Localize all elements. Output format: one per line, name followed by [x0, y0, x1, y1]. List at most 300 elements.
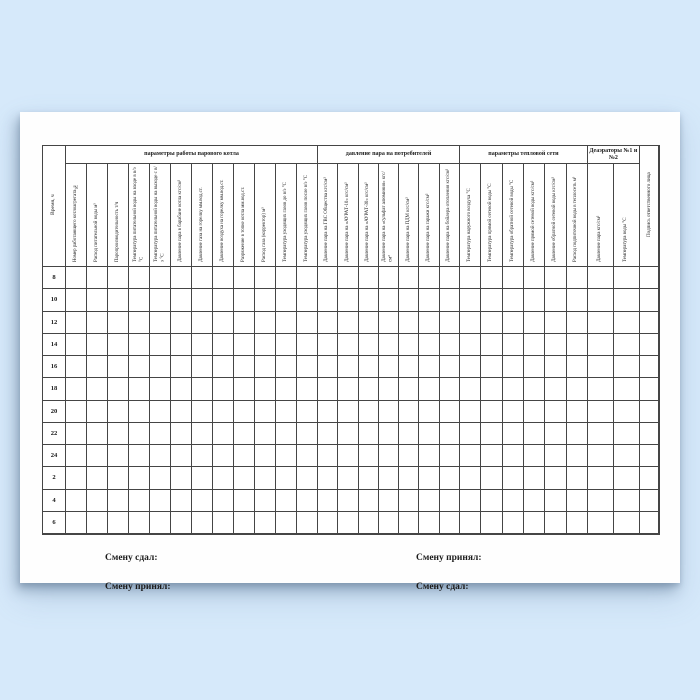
data-cell [108, 490, 129, 512]
data-cell [338, 378, 358, 400]
data-cell [318, 423, 338, 445]
row-hour-label-label: 12 [50, 318, 58, 326]
log-table [42, 145, 660, 535]
data-cell [399, 289, 419, 311]
row-hour-label-label: 4 [52, 496, 56, 504]
data-cell [338, 467, 358, 489]
data-cell [234, 512, 255, 534]
data-cell [338, 356, 358, 378]
data-cell [276, 356, 297, 378]
data-cell [234, 312, 255, 334]
column-header-label: Температура уходящих газов до в/э °С [282, 182, 288, 262]
data-cell [481, 312, 502, 334]
data-cell [66, 356, 87, 378]
data-cell [545, 312, 566, 334]
data-cell [481, 490, 502, 512]
row-hour-label [43, 289, 66, 311]
data-cell [640, 312, 659, 334]
data-cell [108, 401, 129, 423]
data-cell [460, 490, 481, 512]
data-cell [87, 512, 108, 534]
data-cell [192, 490, 213, 512]
column-header-label: Температура наружного воздуха °С [466, 188, 472, 262]
data-cell [213, 512, 234, 534]
column-header [545, 164, 566, 267]
data-cell [276, 423, 297, 445]
data-cell [108, 378, 129, 400]
data-cell [460, 356, 481, 378]
data-cell [567, 512, 588, 534]
data-cell [66, 467, 87, 489]
data-cell [379, 312, 399, 334]
column-header [481, 164, 502, 267]
data-cell [213, 289, 234, 311]
data-cell [588, 490, 614, 512]
column-header-label: Температура питательной воды на входе в в/э °С [132, 167, 144, 262]
data-cell [524, 423, 545, 445]
column-header [276, 164, 297, 267]
data-cell [524, 467, 545, 489]
shift-handed-over-label: Смену сдал: [105, 552, 158, 563]
data-cell [87, 378, 108, 400]
data-cell [524, 334, 545, 356]
data-cell [399, 267, 419, 289]
data-cell [338, 334, 358, 356]
group-header [66, 146, 318, 164]
data-cell [359, 490, 379, 512]
column-header [419, 164, 439, 267]
data-cell [545, 267, 566, 289]
data-cell [87, 267, 108, 289]
data-cell [399, 401, 419, 423]
data-cell [129, 267, 150, 289]
row-hour-label-label: 16 [50, 363, 58, 371]
data-cell [150, 356, 171, 378]
column-header [213, 164, 234, 267]
data-cell [150, 445, 171, 467]
column-header-label: Давление пара на «АУРАТ-10» кгс/см² [344, 182, 350, 262]
data-cell [150, 289, 171, 311]
data-cell [87, 312, 108, 334]
row-hour-label [43, 512, 66, 534]
data-cell [399, 334, 419, 356]
data-cell [503, 289, 524, 311]
data-cell [318, 334, 338, 356]
column-header-label: Температура воды °С [623, 217, 629, 262]
row-hour-label [43, 312, 66, 334]
data-cell [379, 445, 399, 467]
column-header [567, 164, 588, 267]
data-cell [460, 289, 481, 311]
data-cell [545, 512, 566, 534]
data-cell [460, 512, 481, 534]
data-cell [66, 267, 87, 289]
data-cell [524, 378, 545, 400]
data-cell [150, 467, 171, 489]
data-cell [318, 467, 338, 489]
data-cell [399, 490, 419, 512]
data-cell [399, 356, 419, 378]
data-cell [481, 378, 502, 400]
data-cell [297, 512, 318, 534]
data-cell [297, 378, 318, 400]
time-column-header [43, 146, 66, 267]
data-cell [588, 445, 614, 467]
data-cell [440, 312, 460, 334]
data-cell [276, 467, 297, 489]
data-cell [640, 445, 659, 467]
data-cell [524, 289, 545, 311]
column-header-label: Температура питательной воды на выходе с в/э °С [153, 166, 165, 262]
row-hour-label [43, 423, 66, 445]
data-cell [297, 312, 318, 334]
data-cell [614, 423, 640, 445]
data-cell [379, 378, 399, 400]
data-cell [338, 312, 358, 334]
data-cell [297, 490, 318, 512]
data-cell [276, 334, 297, 356]
data-cell [567, 490, 588, 512]
data-cell [567, 467, 588, 489]
column-header [524, 164, 545, 267]
row-hour-label-label: 6 [52, 518, 56, 526]
group-header-label: параметры работы парового котла [144, 151, 239, 158]
data-cell [419, 312, 439, 334]
data-cell [640, 289, 659, 311]
data-cell [503, 312, 524, 334]
data-cell [234, 423, 255, 445]
column-header [255, 164, 276, 267]
data-cell [419, 423, 439, 445]
data-cell [255, 445, 276, 467]
shift-handed-over-label: Смену сдал: [416, 581, 469, 592]
data-cell [379, 401, 399, 423]
data-cell [545, 378, 566, 400]
data-cell [588, 401, 614, 423]
column-header [171, 164, 192, 267]
data-cell [108, 445, 129, 467]
column-header [297, 164, 318, 267]
data-cell [481, 267, 502, 289]
column-header-label: Давление пара в барабане котла кгс/см² [177, 179, 183, 262]
data-cell [481, 289, 502, 311]
column-header [129, 164, 150, 267]
signature-block-right [416, 536, 481, 609]
data-cell [503, 423, 524, 445]
data-cell [338, 490, 358, 512]
data-cell [192, 267, 213, 289]
column-header [440, 164, 460, 267]
data-cell [66, 401, 87, 423]
data-cell [129, 512, 150, 534]
data-cell [440, 334, 460, 356]
data-cell [524, 267, 545, 289]
data-cell [524, 356, 545, 378]
data-cell [297, 289, 318, 311]
data-cell [399, 467, 419, 489]
data-cell [481, 467, 502, 489]
data-cell [255, 467, 276, 489]
data-cell [545, 401, 566, 423]
data-cell [150, 334, 171, 356]
data-cell [440, 401, 460, 423]
data-cell [150, 312, 171, 334]
data-cell [640, 423, 659, 445]
data-cell [338, 267, 358, 289]
data-cell [419, 334, 439, 356]
data-cell [234, 490, 255, 512]
data-cell [460, 467, 481, 489]
data-cell [419, 490, 439, 512]
data-cell [87, 445, 108, 467]
data-cell [640, 490, 659, 512]
data-cell [481, 334, 502, 356]
data-cell [567, 445, 588, 467]
data-cell [567, 312, 588, 334]
column-header [66, 164, 87, 267]
data-cell [234, 289, 255, 311]
group-header-label: Деаэраторы №1 и №2 [589, 147, 638, 161]
data-cell [150, 267, 171, 289]
data-cell [640, 467, 659, 489]
data-cell [588, 334, 614, 356]
signature-block-left [105, 536, 170, 609]
data-cell [524, 490, 545, 512]
data-cell [171, 378, 192, 400]
data-cell [255, 356, 276, 378]
data-cell [255, 289, 276, 311]
column-header [87, 164, 108, 267]
data-cell [276, 490, 297, 512]
data-cell [66, 445, 87, 467]
data-cell [255, 401, 276, 423]
data-cell [108, 312, 129, 334]
data-cell [66, 378, 87, 400]
data-cell [379, 423, 399, 445]
data-cell [614, 490, 640, 512]
data-cell [338, 289, 358, 311]
column-header [150, 164, 171, 267]
data-cell [213, 312, 234, 334]
data-cell [614, 334, 640, 356]
data-cell [460, 378, 481, 400]
column-header [318, 164, 338, 267]
column-header [503, 164, 524, 267]
data-cell [192, 445, 213, 467]
data-cell [460, 401, 481, 423]
data-cell [297, 423, 318, 445]
data-cell [440, 467, 460, 489]
data-cell [503, 490, 524, 512]
data-cell [297, 267, 318, 289]
column-header-label: Давление воздуха на горелку мм.вод.ст. [219, 179, 225, 262]
data-cell [276, 289, 297, 311]
data-cell [419, 512, 439, 534]
row-hour-label-label: 18 [50, 385, 58, 393]
data-cell [588, 423, 614, 445]
data-cell [359, 289, 379, 311]
row-hour-label [43, 378, 66, 400]
data-cell [318, 312, 338, 334]
data-cell [399, 423, 419, 445]
data-cell [234, 401, 255, 423]
data-cell [460, 423, 481, 445]
column-header [379, 164, 399, 267]
row-hour-label-label: 14 [50, 340, 58, 348]
data-cell [440, 267, 460, 289]
data-cell [87, 289, 108, 311]
row-hour-label [43, 356, 66, 378]
data-cell [108, 356, 129, 378]
data-cell [545, 445, 566, 467]
data-cell [318, 445, 338, 467]
column-header [108, 164, 129, 267]
data-cell [567, 378, 588, 400]
data-cell [318, 289, 338, 311]
data-cell [379, 356, 399, 378]
data-cell [171, 512, 192, 534]
data-cell [213, 267, 234, 289]
data-cell [588, 356, 614, 378]
data-cell [108, 512, 129, 534]
row-hour-label-label: 20 [50, 407, 58, 415]
data-cell [614, 267, 640, 289]
data-cell [460, 334, 481, 356]
data-cell [234, 334, 255, 356]
shift-accepted-label: Смену принял: [416, 552, 482, 563]
data-cell [379, 490, 399, 512]
data-cell [213, 378, 234, 400]
column-header [359, 164, 379, 267]
group-header-label: параметры тепловой сети [488, 151, 559, 158]
data-cell [129, 445, 150, 467]
data-cell [192, 512, 213, 534]
data-cell [545, 289, 566, 311]
column-header-label: Температура прямой сетевой воды °С [488, 183, 494, 262]
data-cell [567, 289, 588, 311]
group-header [588, 146, 640, 164]
row-hour-label [43, 445, 66, 467]
data-cell [171, 401, 192, 423]
data-cell [379, 289, 399, 311]
data-cell [171, 445, 192, 467]
data-cell [129, 401, 150, 423]
data-cell [66, 490, 87, 512]
time-column-header-label: Время, ч [50, 194, 57, 216]
row-hour-label [43, 467, 66, 489]
data-cell [192, 378, 213, 400]
data-cell [359, 423, 379, 445]
data-cell [108, 267, 129, 289]
data-cell [524, 512, 545, 534]
data-cell [419, 467, 439, 489]
data-cell [87, 356, 108, 378]
data-cell [213, 445, 234, 467]
data-cell [150, 401, 171, 423]
data-cell [276, 378, 297, 400]
data-cell [588, 312, 614, 334]
data-cell [359, 467, 379, 489]
data-cell [640, 356, 659, 378]
column-header-label: Давление прямой сетевой воды кгс/см² [530, 180, 536, 262]
data-cell [359, 312, 379, 334]
column-header-label: Паропроизводительность т/ч [114, 201, 120, 262]
data-cell [192, 423, 213, 445]
data-cell [640, 334, 659, 356]
row-hour-label [43, 267, 66, 289]
column-header-label: Расход газа (корректор) м³ [261, 207, 267, 262]
data-cell [481, 445, 502, 467]
data-cell [255, 378, 276, 400]
data-cell [614, 312, 640, 334]
data-cell [318, 356, 338, 378]
data-cell [460, 445, 481, 467]
data-cell [276, 312, 297, 334]
data-cell [503, 512, 524, 534]
data-cell [87, 490, 108, 512]
data-cell [440, 356, 460, 378]
column-header [614, 164, 640, 267]
data-cell [419, 401, 439, 423]
data-cell [567, 356, 588, 378]
data-cell [297, 334, 318, 356]
data-cell [276, 512, 297, 534]
data-cell [419, 445, 439, 467]
data-cell [614, 467, 640, 489]
data-cell [503, 267, 524, 289]
data-cell [419, 289, 439, 311]
row-hour-label-label: 2 [52, 474, 56, 482]
data-cell [440, 490, 460, 512]
data-cell [588, 267, 614, 289]
data-cell [614, 401, 640, 423]
data-cell [255, 423, 276, 445]
row-hour-label-label: 10 [50, 296, 58, 304]
column-header-label: Расход подпиточной воды в теплосеть м³ [573, 176, 579, 262]
data-cell [171, 356, 192, 378]
data-cell [66, 334, 87, 356]
data-cell [171, 289, 192, 311]
data-cell [318, 378, 338, 400]
data-cell [359, 512, 379, 534]
data-cell [87, 467, 108, 489]
column-header-label: Давление обратной сетевой воды кгс/см² [552, 177, 558, 262]
data-cell [338, 423, 358, 445]
data-cell [503, 445, 524, 467]
data-cell [588, 512, 614, 534]
data-cell [129, 289, 150, 311]
paper-sheet [20, 112, 680, 592]
data-cell [234, 445, 255, 467]
data-cell [108, 334, 129, 356]
data-cell [213, 490, 234, 512]
row-hour-label-label: 8 [52, 274, 56, 282]
data-cell [255, 267, 276, 289]
data-cell [338, 445, 358, 467]
data-cell [440, 289, 460, 311]
data-cell [297, 467, 318, 489]
data-cell [614, 512, 640, 534]
data-cell [545, 334, 566, 356]
data-cell [614, 356, 640, 378]
data-cell [640, 512, 659, 534]
data-cell [234, 378, 255, 400]
row-hour-label-label: 24 [50, 452, 58, 460]
column-header-label: Температура уходящих газов после в/э °С [303, 175, 309, 262]
data-cell [440, 423, 460, 445]
data-cell [545, 467, 566, 489]
data-cell [276, 445, 297, 467]
